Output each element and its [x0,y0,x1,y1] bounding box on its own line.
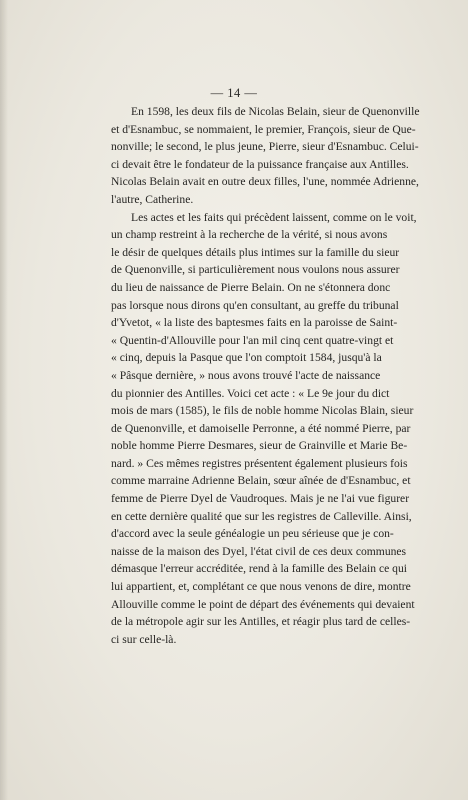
body-text [111,103,453,648]
text-line: de Quenonville, et damoiselle Perronne, a été nommé Pierre, par [111,421,411,435]
text-line: « Pâsque dernière, » nous avons trouvé l'acte de naissance [111,368,381,382]
text-line: nonville; le second, le plus jeune, Pierre, sieur d'Esnambuc. Celui- [111,140,419,154]
text-line: et d'Esnambuc, se nommaient, le premier, François, sieur de Que- [111,122,416,136]
text-line: du pionnier des Antilles. Voici cet acte : « Le 9e jour du dict [111,386,390,400]
text-line: femme de Pierre Dyel de Vaudroques. Mais je ne l'ai vue figurer [111,492,410,506]
text-line: lui appartient, et, complétant ce que nous venons de dire, montre [111,580,411,594]
text-line: Nicolas Belain avait en outre deux filles, l'une, nommée Adrienne, [111,175,419,189]
text-line: comme marraine Adrienne Belain, sœur aînée de d'Esnambuc, et [111,474,411,488]
text-line: un champ restreint à la recherche de la vérité, si nous avons [111,228,388,242]
text-line: l'autre, Catherine. [111,192,194,206]
text-line: Les actes et les faits qui précèdent laissent, comme on le voit, [131,210,417,224]
paragraph-1 [111,103,453,209]
text-line: pas lorsque nous dirons qu'en consultant, au greffe du tribunal [111,298,399,312]
text-line: de Quenonville, si particulièrement nous voulons nous assurer [111,263,400,277]
text-line: Allouville comme le point de départ des événements qui devaient [111,597,415,611]
text-line: « Quentin-d'Allouville pour l'an mil cinq cent quatre-vingt et [111,333,394,347]
text-line: mois de mars (1585), le fils de noble homme Nicolas Blain, sieur [111,404,414,418]
page-fold-shadow [0,0,8,800]
text-line: en cette dernière qualité que sur les registres de Calleville. Ainsi, [111,509,412,523]
text-line: noble homme Pierre Desmares, sieur de Grainville et Marie Be- [111,439,408,453]
text-line: de la métropole agir sur les Antilles, et réagir plus tard de celles- [111,615,411,629]
text-line: le désir de quelques détails plus intimes sur la famille du sieur [111,245,400,259]
text-line: naisse de la maison des Dyel, l'état civil de ces deux communes [111,544,407,558]
text-line: En 1598, les deux fils de Nicolas Belain, sieur de Quenonville [131,105,420,118]
text-line: nard. » Ces mêmes registres présentent également plusieurs fois [111,456,408,470]
page-number: — 14 — [210,86,258,100]
text-line: ci sur celle-là. [111,632,177,646]
text-line: d'Yvetot, « la liste des baptesmes faits en la paroisse de Saint- [111,316,398,330]
text-line: d'accord avec la seule généalogie un peu sérieuse que je con- [111,527,394,541]
text-line: « cinq, depuis la Pasque que l'on comptoit 1584, jusqu'à la [111,351,382,365]
text-line: démasque l'erreur accréditée, rend à la famille des Belain ce qui [111,562,407,576]
text-line: ci devait être le fondateur de la puissance française aux Antilles. [111,157,409,171]
text-line: du lieu de naissance de Pierre Belain. On ne s'étonnera donc [111,280,391,294]
paragraph-2 [111,209,453,649]
